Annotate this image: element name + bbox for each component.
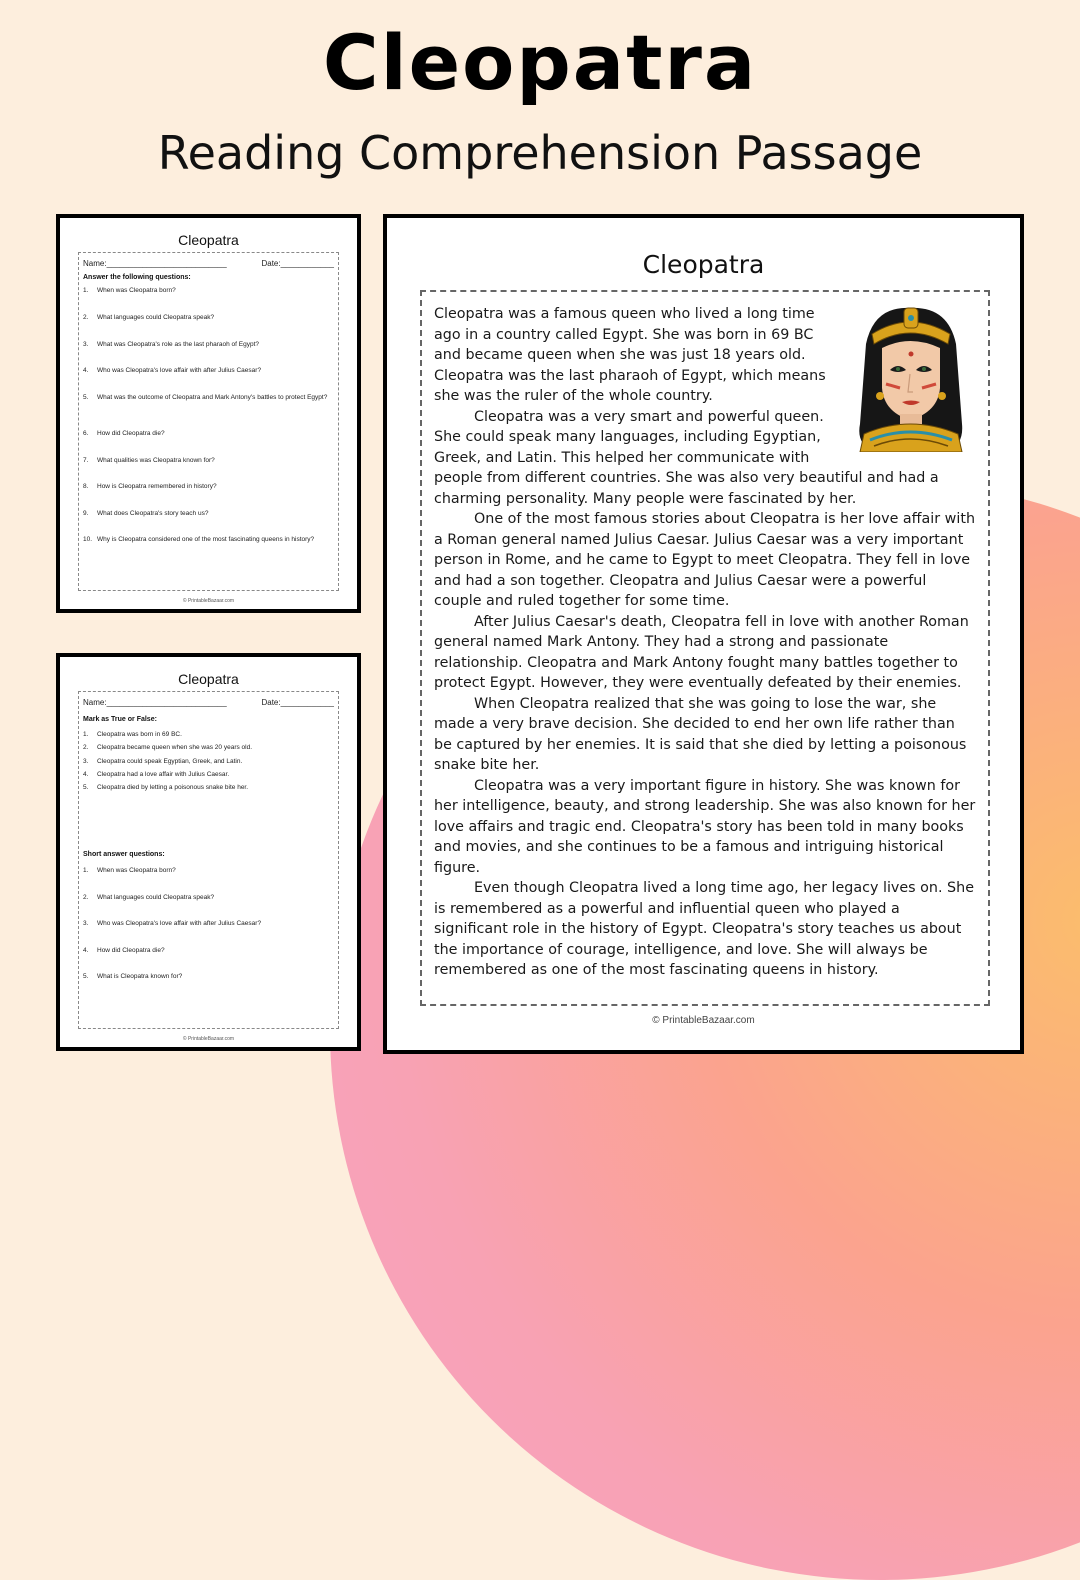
question-item: 9. What does Cleopatra's story teach us? — [83, 510, 209, 517]
passage-paragraph: One of the most famous stories about Cleopatra is her love affair with a Roman general named Julius Caesar. Julius Caesar was a very important person in Rome, and he came to Egypt to meet Cleopatra. They fell in love and had a son together. Cleopatra and Julius Caesar were a powerful couple and ruled together for some time. — [434, 511, 976, 609]
short-answer-item: 1. When was Cleopatra born? — [83, 867, 176, 874]
worksheet-title: Cleopatra — [178, 671, 239, 687]
questions-worksheet-preview — [56, 214, 361, 613]
passage-paragraph: Cleopatra was a very smart and powerful queen. She could speak many languages, including Egyptian, Greek, and Latin. This helped her communicate with people from different countries. She was also very beautiful and had a charming personality. Many people were fascinated by her. — [434, 408, 939, 507]
short-answer-item: 5. What is Cleopatra known for? — [83, 973, 183, 980]
section-heading: Mark as True or False: — [83, 716, 157, 723]
passage-paragraph: When Cleopatra realized that she was going to lose the war, she made a very brave decision. She decided to end her own life rather than be captured by her enemies. It is said that she died by letting a poisonous snake bite her. — [434, 695, 967, 773]
name-date-row — [83, 698, 334, 707]
question-item: 3. What was Cleopatra's role as the last pharaoh of Egypt? — [83, 341, 260, 348]
section-heading: Short answer questions: — [83, 851, 165, 858]
question-item: 7. What qualities was Cleopatra known for? — [83, 457, 215, 464]
passage-title: Cleopatra — [642, 250, 765, 279]
worksheet-footer: © PrintableBazaar.com — [182, 598, 235, 604]
passage-text — [434, 304, 976, 981]
question-item: 1. When was Cleopatra born? — [83, 287, 176, 294]
question-item: 6. How did Cleopatra die? — [83, 430, 165, 437]
passage-paragraph: Even though Cleopatra lived a long time ago, her legacy lives on. She is remembered as a powerful and influential queen who played a significant role in the history of Egypt. Cleopatra's story teaches us about the importance of courage, intelligence, and love. She will always be remembered as one of the most fascinating queens in history. — [434, 880, 974, 978]
worksheet-content-box — [78, 691, 339, 1029]
true-false-item: 5. Cleopatra died by letting a poisonous snake bite her. — [83, 784, 249, 791]
short-answer-item: 2. What languages could Cleopatra speak? — [83, 894, 215, 901]
section-heading: Answer the following questions: — [83, 274, 191, 281]
true-false-worksheet-preview — [56, 653, 361, 1051]
name-field-label: Name:___________________________ — [83, 698, 227, 707]
true-false-item: 1. Cleopatra was born in 69 BC. — [83, 731, 182, 738]
cleopatra-portrait-illustration — [844, 304, 976, 452]
name-field-label: Name:___________________________ — [83, 259, 227, 268]
worksheet-content-box — [78, 252, 339, 591]
date-field-label: Date:____________ — [261, 698, 334, 707]
passage-paragraph: Cleopatra was a very important figure in history. She was known for her intelligence, beauty, and strong leadership. She was also known for her love affairs and tragic end. Cleopatra's story has been told in many books and movies, and she continues to be a famous and intriguing historical figure. — [434, 777, 976, 876]
question-item: 4. Who was Cleopatra's love affair with after Julius Caesar? — [83, 367, 262, 374]
passage-box — [420, 290, 990, 1006]
passage-paragraph: Cleopatra was a famous queen who lived a long time ago in a country called Egypt. She was born in 69 BC and became queen when she was just 18 years old. Cleopatra was the last pharaoh of Egypt, which means she was the ruler of the whole country. — [434, 306, 826, 404]
worksheet-footer: © PrintableBazaar.com — [182, 1036, 235, 1042]
worksheet-title: Cleopatra — [178, 232, 239, 248]
question-item: 2. What languages could Cleopatra speak? — [83, 314, 215, 321]
name-date-row — [83, 259, 334, 268]
date-field-label: Date:____________ — [261, 259, 334, 268]
question-item: 10. Why is Cleopatra considered one of the most fascinating queens in history? — [83, 536, 315, 543]
page-subtitle: Reading Comprehension Passage — [157, 126, 923, 180]
true-false-item: 3. Cleopatra could speak Egyptian, Greek, and Latin. — [83, 758, 243, 765]
passage-paragraph: After Julius Caesar's death, Cleopatra fell in love with another Roman general named Mark Antony. They had a strong and passionate relationship. Cleopatra and Mark Antony fought many battles together to protect Egypt. However, they were eventually defeated by their enemies. — [434, 613, 969, 691]
short-answer-item: 4. How did Cleopatra die? — [83, 947, 165, 954]
short-answer-item: 3. Who was Cleopatra's love affair with after Julius Caesar? — [83, 920, 262, 927]
question-item: 5. What was the outcome of Cleopatra and Mark Antony's battles to protect Egypt? — [83, 394, 328, 401]
page-title: Cleopatra — [322, 18, 758, 107]
passage-footer: © PrintableBazaar.com — [652, 1015, 755, 1026]
question-item: 8. How is Cleopatra remembered in history? — [83, 483, 217, 490]
true-false-item: 2. Cleopatra became queen when she was 20 years old. — [83, 744, 253, 751]
true-false-item: 4. Cleopatra had a love affair with Julius Caesar. — [83, 771, 230, 778]
passage-sheet-preview — [383, 214, 1024, 1054]
